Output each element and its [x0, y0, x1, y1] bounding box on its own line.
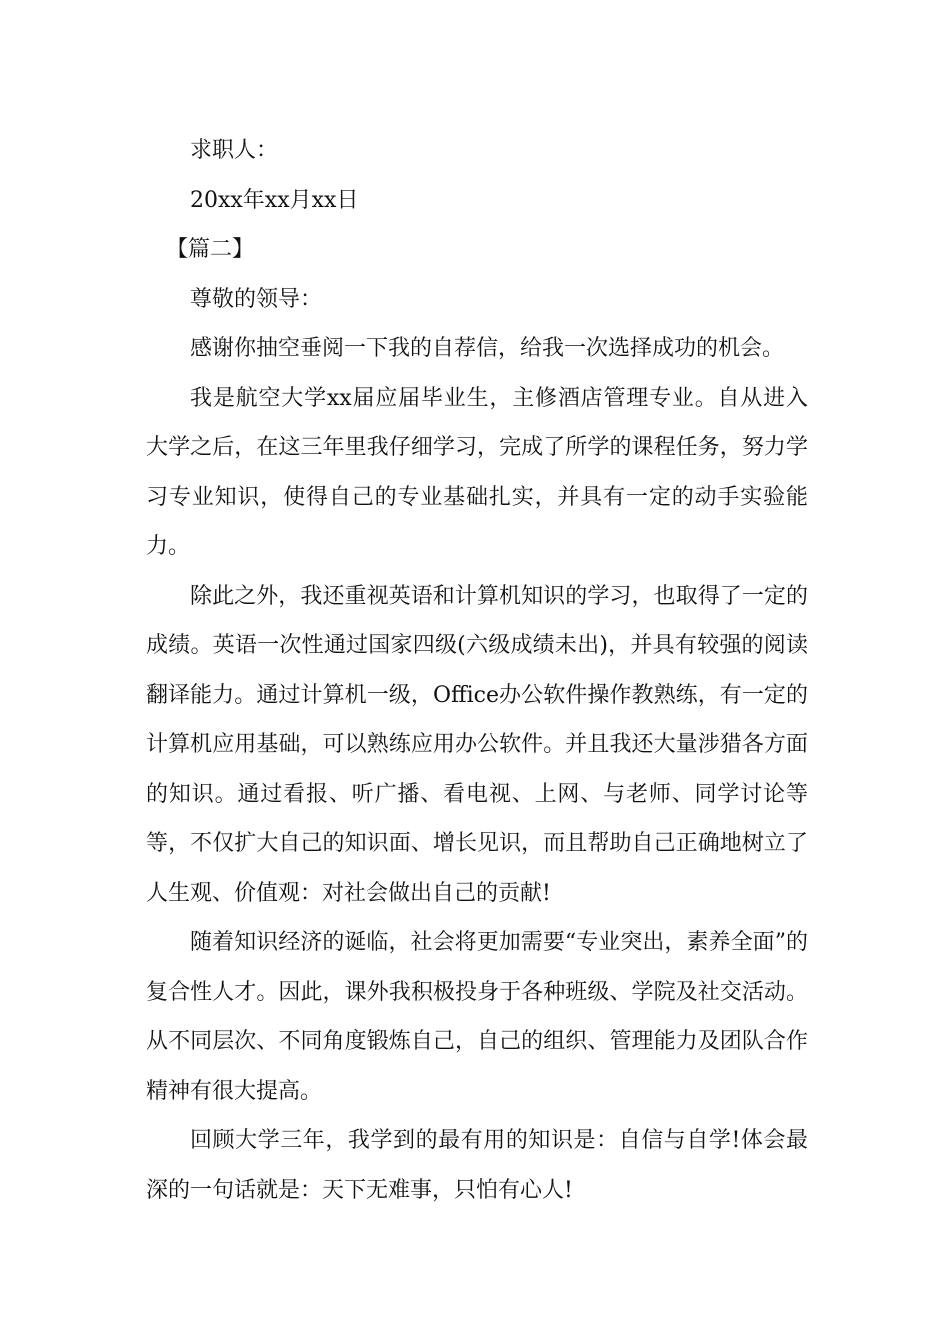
applicant-label: 求职人： — [190, 138, 279, 163]
paragraph-thanks: 感谢你抽空垂阅一下我的自荐信，给我一次选择成功的机会。 — [190, 336, 785, 361]
salutation: 尊敬的领导： — [190, 286, 323, 312]
document-body — [146, 126, 808, 1215]
paragraph-reflection: 回顾大学三年，我学到的最有用的知识是：自信与自学!体会最深的一句话就是：天下无难事，只怕有心人! — [146, 1128, 808, 1203]
section-title: 【篇二】 — [166, 237, 255, 262]
paragraph-skills: 除此之外，我还重视英语和计算机知识的学习，也取得了一定的成绩。英语一次性通过国家四级(六级成绩未出)，并具有较强的阅读翻译能力。通过计算机一级，Office办公软件操作教熟练，有一定的计算机应用基础，可以熟练应用办公软件。并且我还大量涉猎各方面的知识。通过看报、听广播、看电视、上网、与老师、同学讨论等等，不仅扩大自己的知识面、增长见识，而且帮助自己正确地树立了人生观、价值观：对社会做出自己的贡献! — [146, 583, 808, 906]
letter-date: 20xx年xx月xx日 — [190, 187, 359, 213]
paragraph-education: 我是航空大学xx届应届毕业生，主修酒店管理专业。自从进入大学之后，在这三年里我仔细学习，完成了所学的课程任务，努力学习专业知识，使得自己的专业基础扎实，并具有一定的动手实验能力。 — [146, 385, 808, 559]
paragraph-activities: 随着知识经济的诞临，社会将更加需要“专业突出，素养全面”的复合性人才。因此，课外我积极投身于各种班级、学院及社交活动。从不同层次、不同角度锻炼自己，自己的组织、管理能力及团队合作精神有很大提高。 — [146, 930, 808, 1104]
